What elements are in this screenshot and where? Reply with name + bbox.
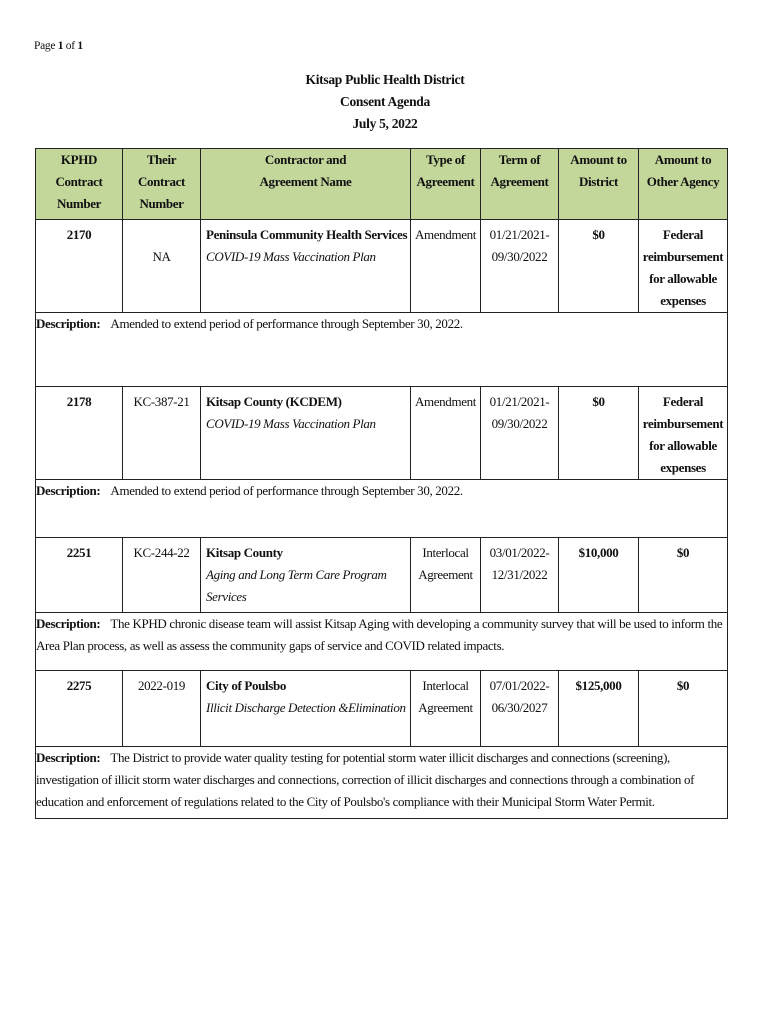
description-label: Description:: [36, 316, 101, 331]
kphd-contract-number: 2170: [36, 220, 123, 313]
description-row: [36, 480, 728, 538]
agreement-name: COVID-19 Mass Vaccination Plan: [206, 249, 376, 264]
description-label: Description:: [36, 750, 101, 765]
amount-to-other-agency: $0: [639, 671, 728, 747]
col-kphd-contract-number: KPHD Contract Number: [36, 149, 123, 220]
contractor-agreement: [201, 671, 411, 747]
page-of: of: [65, 40, 75, 52]
kphd-contract-number: 2275: [36, 671, 123, 747]
contractor-agreement: [201, 220, 411, 313]
page-label: Page: [34, 40, 56, 52]
their-contract-number: KC-244-22: [123, 538, 201, 613]
agreement-name: COVID-19 Mass Vaccination Plan: [206, 416, 376, 431]
description-text: Amended to extend period of performance through September 30, 2022.: [110, 483, 463, 498]
amount-to-other-agency: Federal reimbursement for allowable expenses: [639, 387, 728, 480]
description-row: [36, 613, 728, 671]
description-label: Description:: [36, 616, 101, 631]
document-date: July 5, 2022: [352, 116, 418, 131]
amount-to-other-agency: $0: [639, 538, 728, 613]
contractor-name: City of Poulsbo: [206, 678, 286, 693]
agreement-term: 01/21/2021- 09/30/2022: [481, 220, 559, 313]
agreement-term: 07/01/2022- 06/30/2027: [481, 671, 559, 747]
amount-to-other-agency: Federal reimbursement for allowable expenses: [639, 220, 728, 313]
their-contract-number: KC-387-21: [123, 387, 201, 480]
contractor-agreement: [201, 538, 411, 613]
amount-to-district: $0: [559, 220, 639, 313]
description-text: The KPHD chronic disease team will assist Kitsap Aging with developing a community survey that will be used to inform the Area Plan process, as well as assess the community gaps of service and COVID related impacts.: [36, 616, 723, 653]
contractor-name: Peninsula Community Health Services: [206, 227, 408, 242]
agreement-type: Interlocal Agreement: [411, 538, 481, 613]
contractor-name: Kitsap County (KCDEM): [206, 394, 342, 409]
header-row: [36, 149, 728, 220]
agreement-term: 03/01/2022- 12/31/2022: [481, 538, 559, 613]
amount-to-district: $125,000: [559, 671, 639, 747]
table-row: [36, 220, 728, 313]
agreement-name-cont: Services: [206, 589, 247, 604]
amount-to-district: $10,000: [559, 538, 639, 613]
col-term-of-agreement: Term of Agreement: [481, 149, 559, 220]
amount-to-district: $0: [559, 387, 639, 480]
kphd-contract-number: 2178: [36, 387, 123, 480]
col-type-of-agreement: Type of Agreement: [411, 149, 481, 220]
page-current: 1: [57, 40, 64, 52]
agreement-type: Amendment: [411, 220, 481, 313]
document-header: [0, 69, 770, 135]
their-contract-number: NA: [123, 220, 201, 313]
table-row: [36, 387, 728, 480]
table-row: [36, 538, 728, 613]
table-row: [36, 671, 728, 747]
page-total: 1: [77, 40, 83, 52]
agreement-type: Interlocal Agreement: [411, 671, 481, 747]
description-text: Amended to extend period of performance through September 30, 2022.: [110, 316, 463, 331]
description-cell: [36, 480, 728, 538]
contractor-agreement: [201, 387, 411, 480]
col-amount-to-district: Amount to District: [559, 149, 639, 220]
description-row: [36, 313, 728, 387]
col-their-contract-number: Their Contract Number: [123, 149, 201, 220]
contractor-name: Kitsap County: [206, 545, 283, 560]
col-contractor-agreement: Contractor and Agreement Name: [201, 149, 411, 220]
agreement-name: Illicit Discharge Detection &Elimination: [206, 700, 406, 715]
description-row: [36, 747, 728, 819]
description-cell: [36, 613, 728, 671]
kphd-contract-number: 2251: [36, 538, 123, 613]
agreement-type: Amendment: [411, 387, 481, 480]
description-cell: [36, 747, 728, 819]
consent-agenda-table: [35, 148, 728, 819]
agreement-name: Aging and Long Term Care Program: [206, 567, 387, 582]
org-name: Kitsap Public Health District: [305, 72, 465, 87]
col-amount-to-other-agency: Amount to Other Agency: [639, 149, 728, 220]
description-cell: [36, 313, 728, 387]
document-title: Consent Agenda: [340, 94, 430, 109]
description-text: The District to provide water quality testing for potential storm water illicit discharges and connections (screening), investigation of illicit storm water discharges and connections, correction of illicit discharges and connections through a combination of education and enforcement of regulations related to the City of Poulsbo's compliance with their Municipal Storm Water Permit.: [36, 750, 695, 809]
description-label: Description:: [36, 483, 101, 498]
agreement-term: 01/21/2021- 09/30/2022: [481, 387, 559, 480]
their-contract-number: 2022-019: [123, 671, 201, 747]
page-number: [34, 40, 83, 52]
